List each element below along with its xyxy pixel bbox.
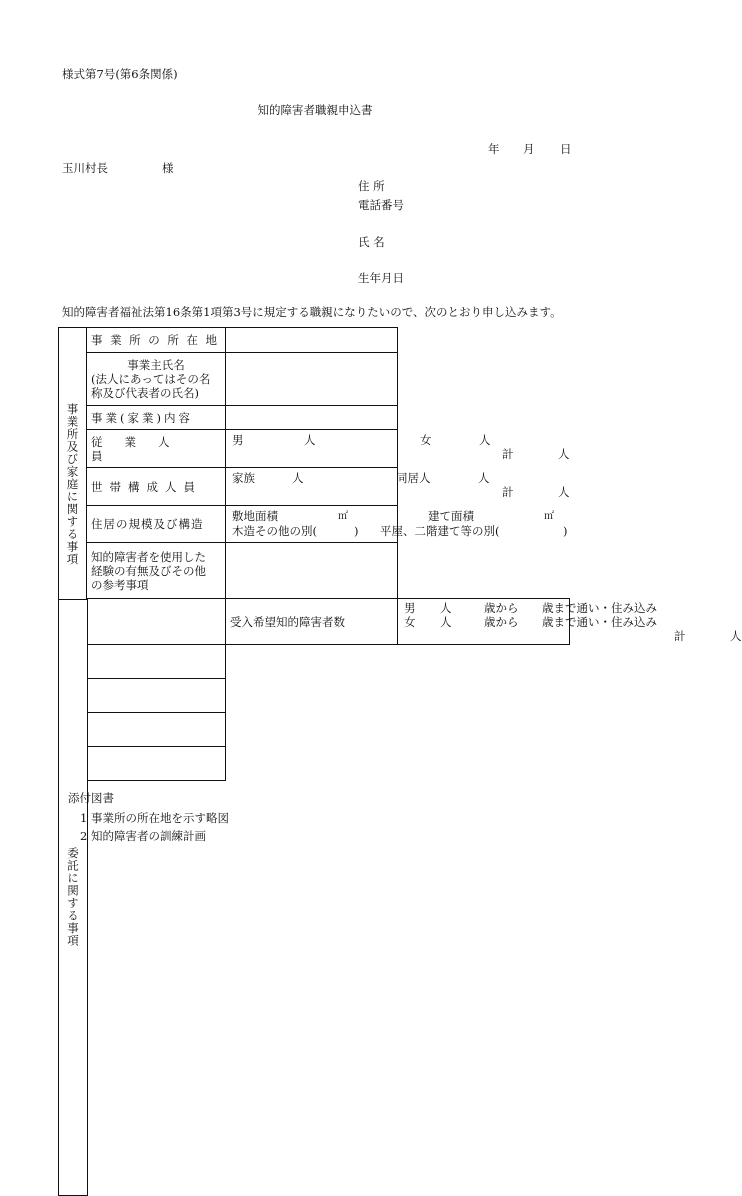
- attachment-item: 2 知的障害者の訓練計画: [80, 829, 206, 843]
- desired-field[interactable]: 男 人 歳から 歳まで通い・住み込み 女 人 歳から 歳まで通い・住み込み 計 人: [398, 599, 570, 645]
- household-field[interactable]: 家族 人 同居人 人 計 人: [226, 468, 398, 506]
- conditions-field[interactable]: [87, 645, 226, 679]
- address-label: 住 所: [358, 179, 385, 193]
- form-number: 様式第7号(第6条関係): [62, 67, 178, 81]
- attachments-heading: 添付図書: [68, 791, 114, 805]
- business-field[interactable]: [226, 406, 398, 430]
- name-label: 氏 名: [358, 235, 385, 249]
- employees-field[interactable]: 男 人 女 人 計 人: [226, 430, 398, 468]
- date-month-label: 月: [523, 142, 535, 156]
- section2-header-spacer: [87, 599, 226, 645]
- addressee: 玉川村長: [62, 161, 108, 175]
- row-employees-label: 従業人員: [87, 430, 226, 468]
- row-business-label: 事業(家業)内容: [87, 406, 226, 430]
- birthdate-label: 生年月日: [358, 271, 404, 285]
- section1-header: 事業所及び家庭に関する事項: [59, 328, 87, 645]
- document-title: 知的障害者職親申込書: [257, 103, 373, 117]
- row-desired-label: 受入希望知的障害者数: [226, 599, 398, 645]
- row-location-label: 事 業 所 の 所 在 地: [87, 328, 226, 353]
- phone-label: 電話番号: [358, 198, 404, 212]
- location-field[interactable]: [226, 328, 398, 353]
- section2-header-cell: [58, 599, 88, 1196]
- residence-field[interactable]: 敷地面積 ㎡ 建て面積 ㎡ 木造その他の別( ) 平屋、二階建て等の別( ): [226, 506, 398, 543]
- owner-field[interactable]: [226, 353, 398, 406]
- date-year-label: 年: [488, 142, 500, 156]
- experience-field[interactable]: [226, 543, 398, 599]
- future-field[interactable]: [87, 747, 226, 781]
- attachment-item: 1 事業所の所在地を示す略図: [80, 811, 229, 825]
- skill-field[interactable]: [87, 713, 226, 747]
- section2-title: 委託に関する事項: [66, 847, 80, 947]
- row-experience-label: 知的障害者を使用した 経験の有無及びその他 の参考事項: [87, 543, 226, 599]
- reason-field[interactable]: [87, 679, 226, 713]
- application-table: [58, 327, 742, 781]
- lead-statement: 知的障害者福祉法第16条第1項第3号に規定する職親になりたいので、次のとおり申し込みます。: [62, 305, 562, 319]
- addressee-honorific: 様: [162, 161, 174, 175]
- row-household-label: 世帯構成人員: [87, 468, 226, 506]
- row-residence-label: 住居の規模及び構造: [87, 506, 226, 543]
- date-day-label: 日: [560, 142, 572, 156]
- row-owner-label: 事業主氏名 (法人にあってはその名 称及び代表者の氏名): [87, 353, 226, 406]
